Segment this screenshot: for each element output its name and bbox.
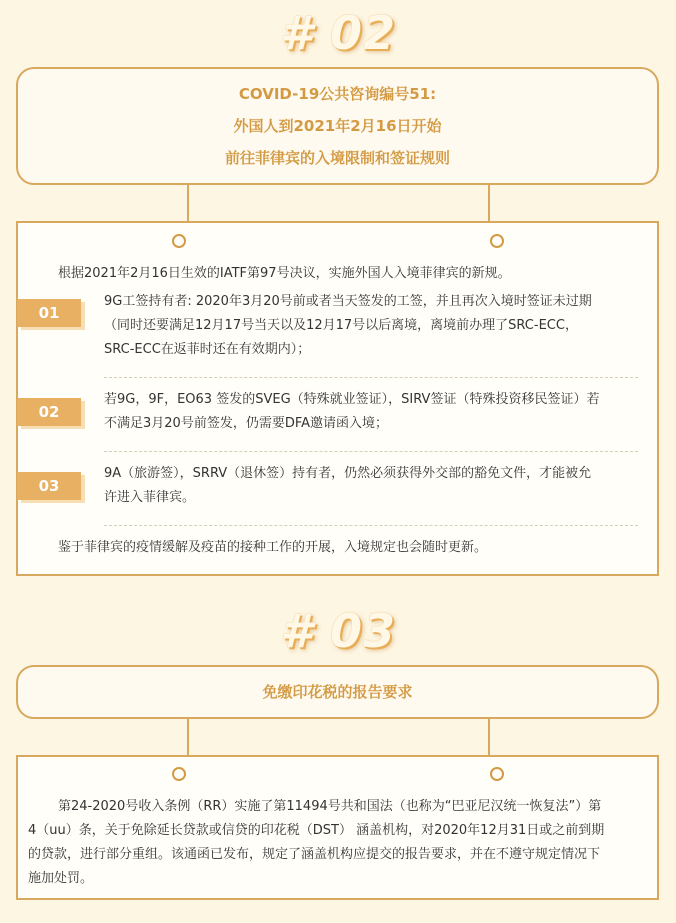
item-03-line: 9A（旅游签），SRRV（退休签）持有者，仍然必须获得外交部的豁免文件，才能被允 [104, 466, 592, 481]
item-01-line: （同时还要满足12月17号当天以及12月17号以后离境，离境前办理了SRC-ECC， [104, 318, 578, 333]
section-02-title-box [16, 67, 659, 185]
ring-icon [490, 767, 504, 781]
item-badge-03: 03 [17, 472, 81, 500]
section-number-02: # 02 [279, 6, 397, 60]
section-02-title-line-1: COVID-19公共咨询编号51: [238, 85, 437, 103]
item-03-text [104, 462, 656, 510]
section-03-body [28, 795, 652, 891]
divider [104, 377, 638, 378]
item-01-text [104, 290, 656, 362]
divider [104, 525, 638, 526]
connector-right [488, 185, 490, 222]
item-badge-02: 02 [17, 398, 81, 426]
connector-left [187, 185, 189, 222]
section-02-intro: 根据2021年2月16日生效的IATF第97号决议，实施外国人入境菲律宾的新规。 [58, 266, 511, 281]
section-03-line: 4（uu）条，关于免除延长贷款或信贷的印花税（DST） 涵盖机构，对2020年12月31日或之前到期 [28, 823, 605, 838]
section-03-line: 第24-2020号收入条例（RR）实施了第11494号共和国法（也称为“巴亚尼汉统一恢复法”）第 [58, 799, 602, 814]
ring-icon [172, 767, 186, 781]
ring-icon [172, 234, 186, 248]
item-03-line: 许进入菲律宾。 [104, 490, 196, 505]
section-03-title: 免缴印花税的报告要求 [262, 683, 413, 701]
section-03-line: 施加处罚。 [28, 871, 94, 886]
item-badge-01: 01 [17, 299, 81, 327]
divider [104, 451, 638, 452]
ring-icon [490, 234, 504, 248]
item-02-text [104, 388, 656, 436]
section-02-title-line-3: 前往菲律宾的入境限制和签证规则 [224, 149, 450, 167]
section-03-line: 的贷款，进行部分重组。该通函已发布，规定了涵盖机构应提交的报告要求，并在不遵守规定情况下 [28, 847, 601, 862]
section-02-title-line-2: 外国人到2021年2月16日开始 [233, 117, 442, 135]
connector-right [488, 719, 490, 756]
item-02-line: 不满足3月20号前签发，仍需要DFA邀请函入境； [104, 416, 389, 431]
section-03-title-box [16, 665, 659, 719]
item-01-line: 9G工签持有者: 2020年3月20号前或者当天签发的工签，并且再次入境时签证未过期 [104, 294, 592, 309]
item-02-line: 若9G，9F，EO63 签发的SVEG（特殊就业签证），SIRV签证（特殊投资移民签证）若 [104, 392, 600, 407]
section-number-03: # 03 [279, 604, 397, 658]
connector-left [187, 719, 189, 756]
section-02-closing: 鉴于菲律宾的疫情缓解及疫苗的接种工作的开展，入境规定也会随时更新。 [58, 540, 488, 555]
item-01-line: SRC-ECC在返菲时还在有效期内）； [104, 342, 311, 357]
